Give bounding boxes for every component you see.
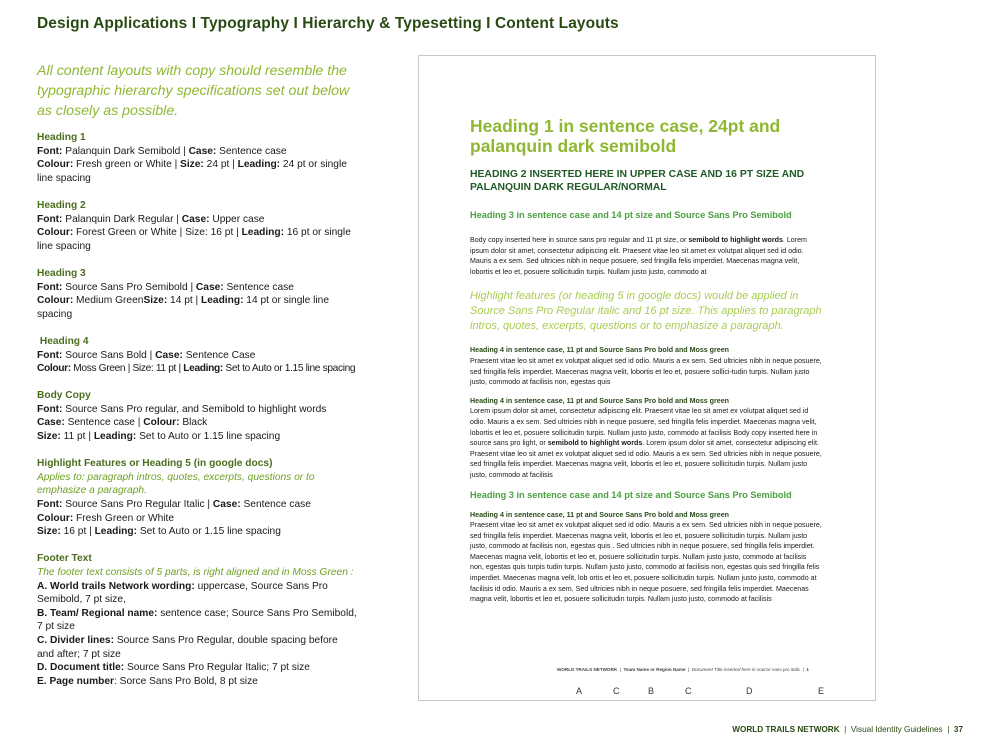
spec-heading-2	[37, 199, 357, 253]
spec-name: Heading 3	[37, 267, 86, 279]
footer-divider: |	[617, 667, 624, 672]
spec-applies: Applies to: paragraph intros, quotes, excerpts, questions or to emphasize a paragraph.	[37, 471, 315, 497]
marker-b: B	[648, 686, 655, 696]
sample-body-copy: Body copy inserted here in source sans pro regular and 11 pt size, or semibold to highlight words. Lorem ipsum dolor sit amet, consectetur adipiscing elit. Praesent vitae leo sit amet ex volutpat aliquet sed id odio. Mauris a ex sem. Sed ultricies nibh in neque posuere, sed fringilla felis imperdiet. Maecenas magna velit, lobortis et leo et, posuere sollicitudin turpis. Nullam justo justo, commodo at	[470, 236, 807, 276]
spec-footer-a: A. World trails Network wording: uppercase, Source Sans Pro Semibold, 7 pt size,	[37, 580, 328, 606]
footer-network: WORLD TRAILS NETWORK	[557, 667, 618, 672]
sample-heading-3: Heading 3 in sentence case and 14 pt size and Source Sans Pro Semibold	[470, 210, 792, 220]
spec-heading-1	[37, 131, 357, 185]
sample-heading-4: Heading 4 in sentence case, 11 pt and Source Sans Pro bold and Moss green	[470, 396, 729, 405]
spec-name: Heading 1	[37, 132, 86, 143]
footer-doc-title: Document Title inserted here in source sans pro italic	[691, 667, 801, 672]
sample-heading-4: Heading 4 in sentence case, 11 pt and Source Sans Pro bold and Moss green	[470, 346, 729, 355]
spec-font-line: Font: Source Sans Pro regular, and Semibold to highlight words	[37, 403, 327, 415]
spec-colour-line: Colour: Fresh green or White | Size: 24 pt | Leading: 24 pt or single line spacing	[37, 159, 347, 184]
sample-heading-3: Heading 3 in sentence case and 14 pt size and Source Sans Pro Semibold	[470, 489, 792, 500]
spec-name: Highlight Features or Heading 5 (in google docs)	[37, 458, 273, 470]
spec-font-line: Font: Source Sans Bold | Case: Sentence Case	[37, 349, 256, 361]
spec-colour-line: Colour: Medium GreenSize: 14 pt | Leading: 14 pt or single line spacing	[37, 295, 329, 320]
spec-colour-line: Colour: Forest Green or White | Size: 16 pt | Leading: 16 pt or single line spacing	[37, 227, 351, 252]
sample-heading-4: Heading 4 in sentence case, 11 pt and Source Sans Pro bold and Moss green	[470, 510, 729, 519]
spec-heading-3	[37, 267, 357, 321]
sample-highlight: Highlight features (or heading 5 in google docs) would be applied in Source Sans Pro Regular italic and 16 pt size. This applies to paragraph intros, quotes, excerpts, questions or to emphasize a paragraph.	[470, 290, 822, 333]
spec-column	[37, 61, 357, 702]
page-footer-title: Visual Identity Guidelines	[850, 725, 943, 734]
spec-name: Body Copy	[37, 390, 91, 402]
page-title: Design Applications I Typography I Hierarchy & Typesetting I Content Layouts	[37, 15, 619, 32]
spec-footer-d: D. Document title: Source Sans Pro Regular Italic; 7 pt size	[37, 662, 310, 674]
sample-page	[418, 55, 876, 701]
sample-heading-2: HEADING 2 INSERTED HERE IN UPPER CASE AND 16 PT SIZE AND PALANQUIN DARK REGULAR/NORMAL	[470, 169, 805, 193]
spec-case-line: Case: Sentence case | Colour: Black	[37, 417, 208, 429]
footer-team: Team Name or Region Name	[623, 667, 686, 672]
sample-body-copy: Praesent vitae leo sit amet ex volutpat aliquet sed id odio. Mauris a ex sem. Sed ultricies nibh in neque posuere, sed fringilla felis imperdiet. Maecenas magna velit, lobortis et leo et, posuere sollicitudin turpis. Nullam justo justo, commodo at facilisis non, egestas quis . Sed ultricies nibh in neque posuere, sed fringilla felis imperdiet. Maecenas magna velit, lobortis et leo et, posuere sollicitudin turpis. Nullam justo justo, commodo at facilisis non, egestas quis turpis tudin turpis. Nullam justo justo, commodo at facilisis non, egestas quis sed fringilla felis imperdiet. Maecenas magna velit, lob ortis et leo et, posuere sollicitudin turpis. Nullam justo justo, commodo at facilisis id odio. Mauris a ex sem. Sed ultricies nibh in neque posuere, sed fringilla felis imperdiet. Maecenas magna velit, lobortis et leo et, posuere sollicitudin turpis. Nullam justo justo, commodo at facilisis	[470, 521, 822, 604]
footer-divider: |	[800, 667, 807, 672]
spec-footer-text	[37, 552, 357, 688]
page-footer-divider: |	[839, 725, 851, 734]
marker-c: C	[685, 686, 692, 696]
spec-name: Footer Text	[37, 553, 92, 565]
spec-footer-e: E. Page number: Sorce Sans Pro Bold, 8 pt size	[37, 675, 258, 687]
marker-c: C	[613, 686, 620, 696]
page-footer-number: 37	[953, 725, 963, 734]
sample-block	[470, 396, 822, 481]
marker-e: E	[818, 686, 825, 696]
marker-d: D	[746, 686, 753, 696]
spec-footer-desc: The footer text consists of 5 parts, is right aligned and in Moss Green :	[37, 567, 354, 578]
spec-name: Heading 2	[37, 199, 86, 211]
footer-divider: |	[685, 667, 692, 672]
sample-block	[470, 345, 822, 387]
spec-font-line: Font: Palanquin Dark Semibold | Case: Sentence case	[37, 145, 287, 157]
sample-heading-1: Heading 1 in sentence case, 24pt and palanquin dark semibold	[470, 116, 781, 156]
spec-heading-4	[37, 335, 357, 376]
intro-text: All content layouts with copy should resemble the typographic hierarchy specifications set out below as closely as possible.	[37, 63, 350, 119]
spec-name: Heading 4	[37, 335, 89, 347]
spec-size-line: Size: 11 pt | Leading: Set to Auto or 1.15 line spacing	[37, 431, 281, 443]
page-footer-divider: |	[942, 725, 954, 734]
spec-footer-b: B. Team/ Regional name: sentence case; Source Sans Pro Semibold, 7 pt size	[37, 607, 357, 633]
spec-colour-line: Colour: Moss Green | Size: 11 pt | Leading: Set to Auto or 1.15 line spacing	[37, 363, 356, 375]
spec-body-copy	[37, 389, 357, 443]
sample-footer	[557, 667, 809, 672]
page-footer	[732, 725, 963, 734]
spec-footer-c: C. Divider lines: Source Sans Pro Regular, double spacing before and after; 7 pt size	[37, 634, 338, 660]
footer-page-number: 1	[806, 667, 809, 672]
sample-body-copy: Lorem ipsum dolor sit amet, consectetur adipiscing elit. Praesent vitae leo sit amet ex volutpat aliquet sed id odio. Mauris a ex sem. Sed ultricies nibh in neque posuere, sed fringilla felis imperdiet. Maecenas magna velit, lobortis et leo et, posuere sollicitudin turpis. Nullam justo justo, commodo at facilisis Body copy inserted here in source sans pro light, or semibold to highlight words. Lorem ipsum dolor sit amet, consectetur adipiscing elit. Praesent vitae leo sit amet ex volutpat aliquet sed id odio. Mauris a ex sem. Sed ultricies nibh in neque posuere, sed fringilla felis imperdiet. Maecenas magna velit, lobortis et leo et, posuere sollicitudin turpis. Nullam justo justo, commodo at facilisis	[470, 407, 822, 479]
sample-page-content	[470, 116, 822, 613]
spec-font-line: Font: Source Sans Pro Regular Italic | Case: Sentence case	[37, 499, 311, 511]
spec-size-line: Size: 16 pt | Leading: Set to Auto or 1.15 line spacing	[37, 526, 281, 538]
spec-font-line: Font: Source Sans Pro Semibold | Case: Sentence case	[37, 281, 294, 293]
page-footer-network: WORLD TRAILS NETWORK	[732, 725, 840, 734]
sample-body-copy: Praesent vitae leo sit amet ex volutpat aliquet sed id odio. Mauris a ex sem. Sed ultricies nibh in neque posuere, sed fringilla felis imperdiet. Maecenas magna velit, lobortis et leo et, posuere sollici-tudin turpis. Nullam justo justo, commodo at facilisis non, egestas quis	[470, 356, 822, 387]
spec-colour-line: Colour: Fresh Green or White	[37, 512, 174, 524]
spec-highlight	[37, 457, 357, 539]
marker-a: A	[576, 686, 583, 696]
spec-font-line: Font: Palanquin Dark Regular | Case: Upper case	[37, 213, 265, 225]
sample-block	[470, 510, 822, 605]
